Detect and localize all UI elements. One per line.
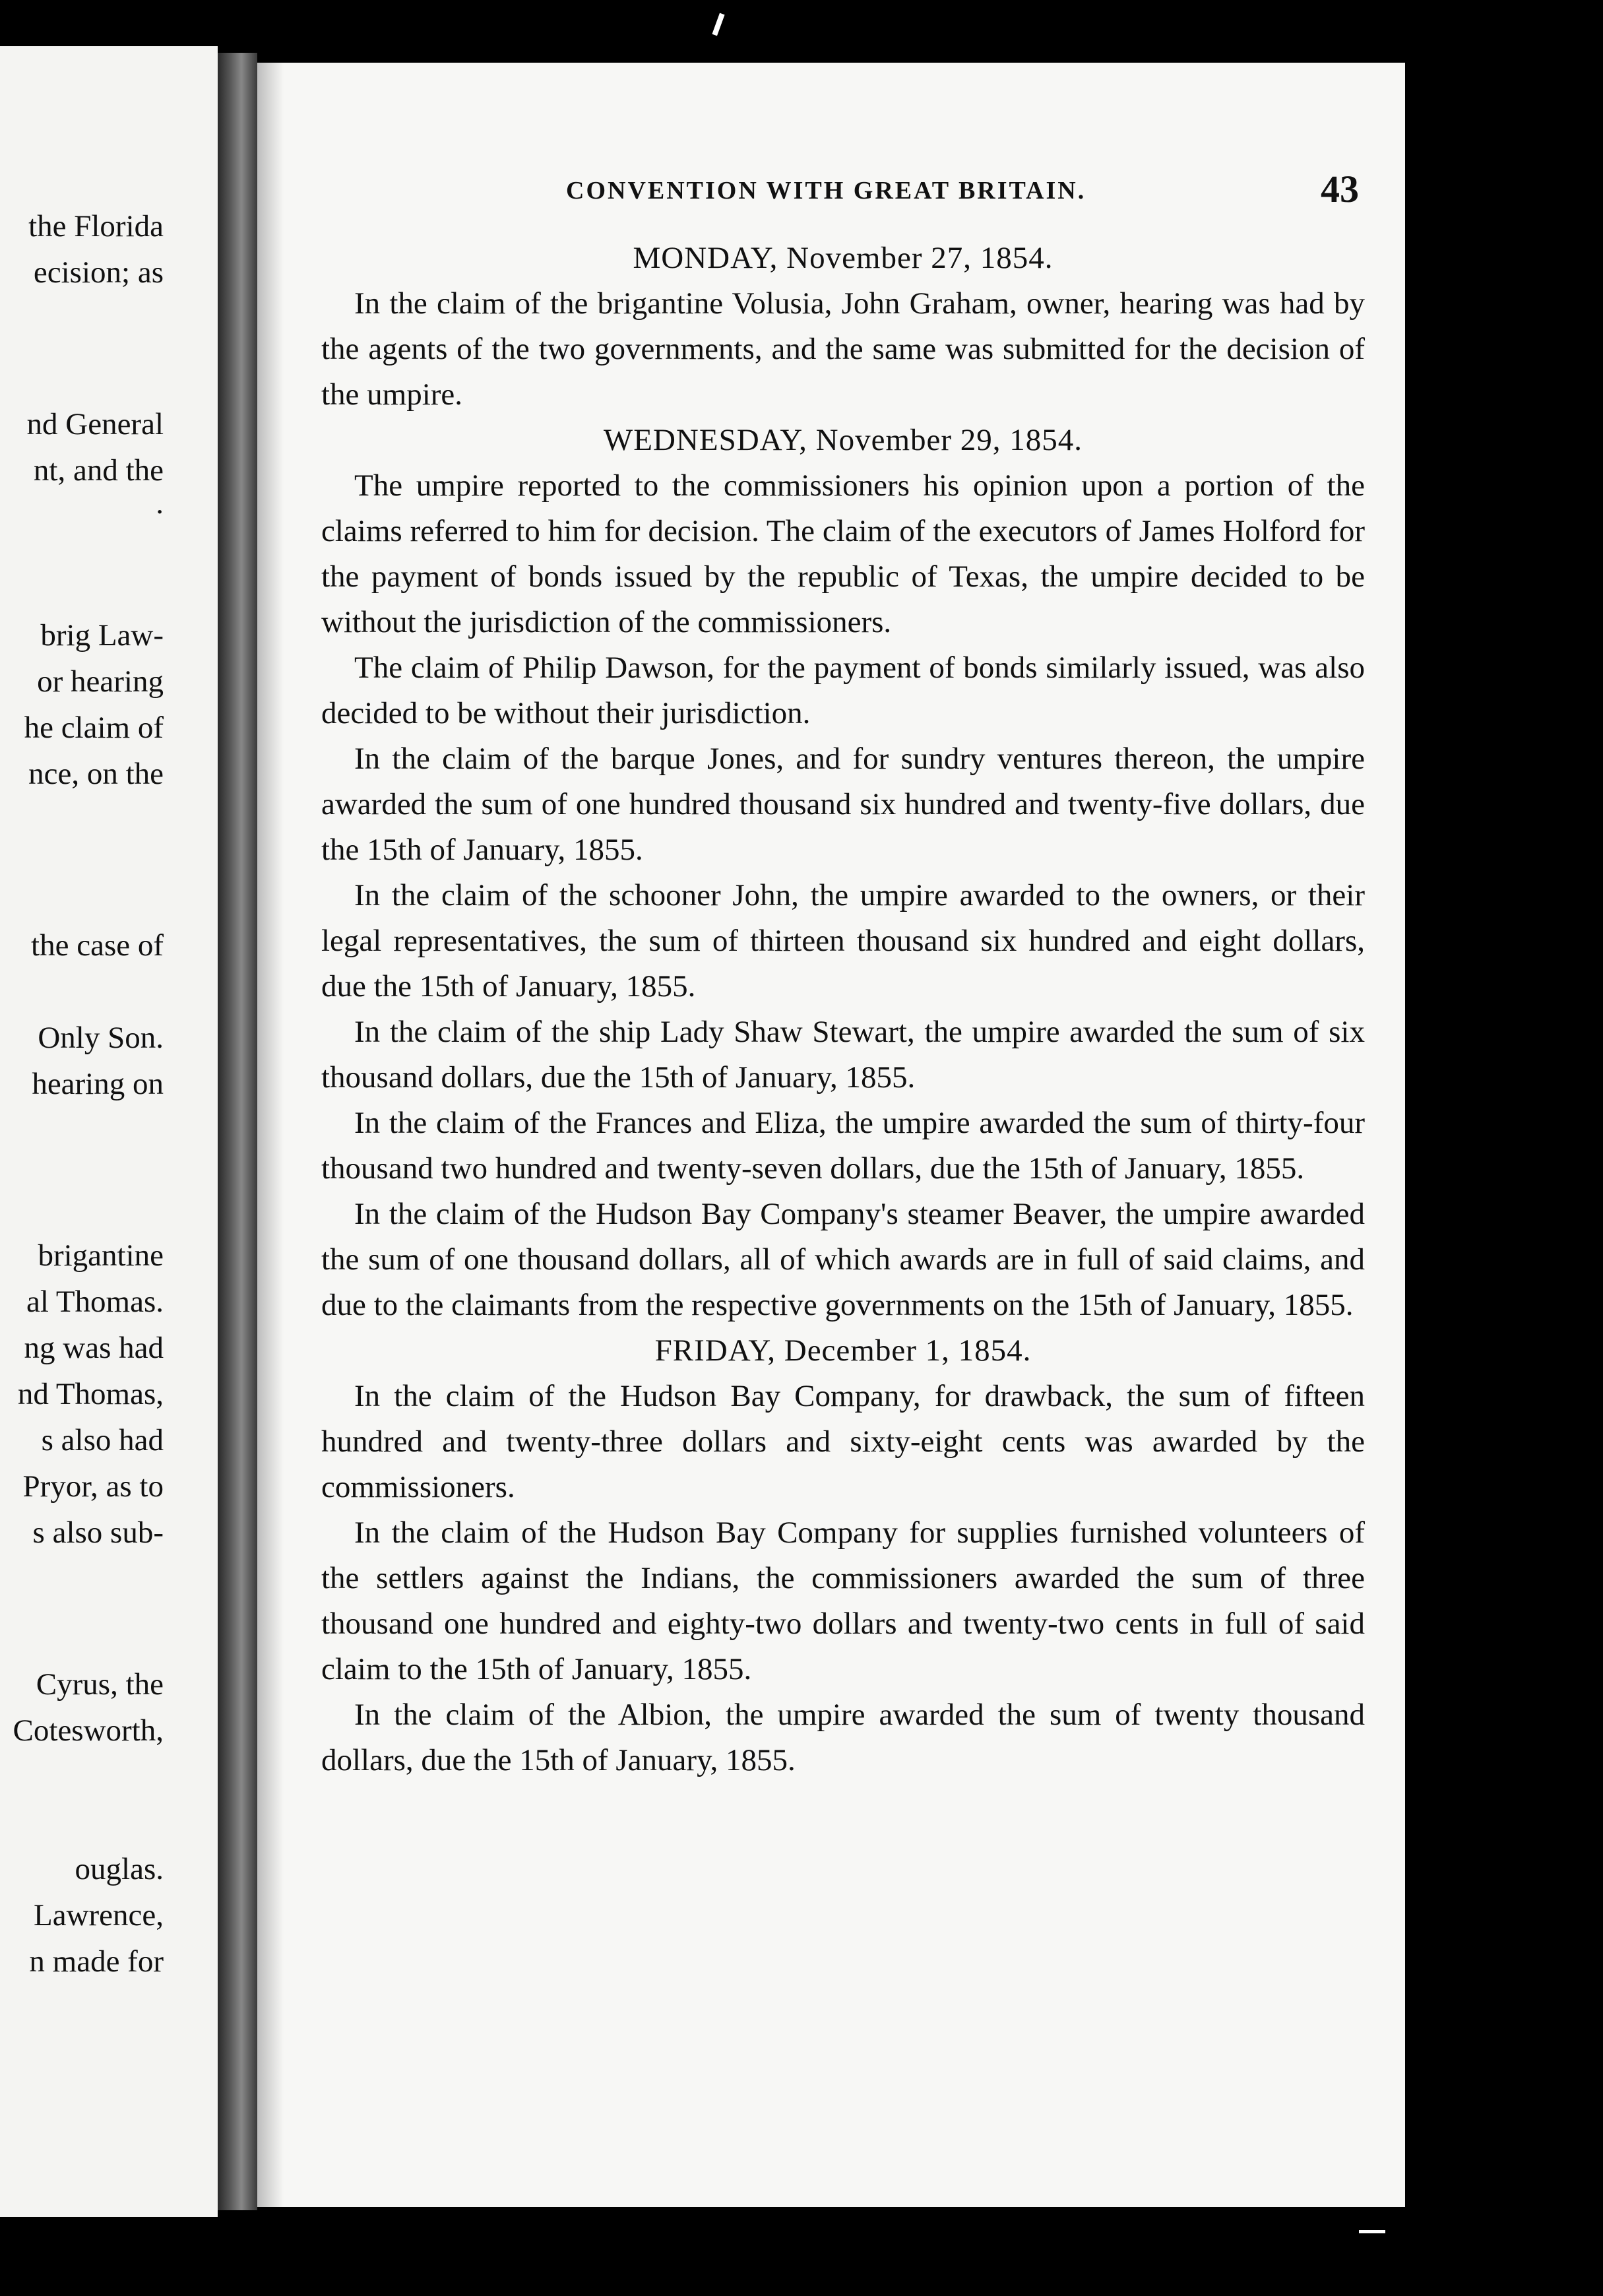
paragraph: In the claim of the schooner John, the umpire awarded to the owners, or their legal representatives, the sum of thirteen thousand six hundred and eight dollars, due the 15th of January, 1855.	[321, 878, 1365, 1004]
left-page-line: nd Thomas,	[17, 1377, 164, 1411]
paragraph: In the claim of the Hudson Bay Company, for drawback, the sum of fifteen hundred and twenty-three dollars and sixty-eight cents was awarded by the commissioners.	[321, 1379, 1365, 1504]
left-page-line: brigantine	[38, 1238, 164, 1273]
left-page-line: .	[156, 486, 164, 521]
left-page-line: nd General	[26, 407, 164, 441]
left-page-line: the case of	[31, 928, 164, 963]
scan-border	[1405, 63, 1603, 2207]
left-page-line: s also had	[41, 1423, 164, 1457]
left-page-line: Only Son.	[38, 1021, 164, 1055]
left-page-line: ng was had	[24, 1331, 164, 1365]
page-shadow	[257, 63, 284, 2207]
left-page-line: or hearing	[37, 664, 164, 699]
date-heading: FRIDAY, December 1, 1854.	[654, 1333, 1032, 1368]
left-page-line: Pryor, as to	[22, 1469, 164, 1504]
left-page-line: brig Law-	[40, 618, 164, 653]
left-page-line: ecision; as	[33, 255, 164, 290]
left-page-line: hearing on	[32, 1067, 164, 1101]
left-page-line: Lawrence,	[34, 1898, 164, 1932]
left-page-line: n made for	[29, 1944, 164, 1979]
paragraph: In the claim of the Hudson Bay Company for supplies furnished volunteers of the settlers against the Indians, the commissioners awarded the sum of three thousand one hundred and eighty-two dollars and twenty-two cents in full of said claim to the 15th of January, 1855.	[321, 1515, 1365, 1686]
paragraph: The claim of Philip Dawson, for the payment of bonds similarly issued, was also decided to be without their jurisdiction.	[321, 651, 1365, 730]
left-page-line: ouglas.	[75, 1852, 164, 1886]
book-gutter	[218, 53, 257, 2210]
left-page-line: the Florida	[28, 209, 164, 243]
right-page	[257, 63, 1405, 2207]
left-page-line: Cotesworth,	[13, 1713, 164, 1748]
left-page-line: al Thomas.	[26, 1285, 164, 1319]
left-page-line: Cyrus, the	[36, 1667, 164, 1702]
left-facing-page	[0, 46, 218, 2217]
paragraph: In the claim of the barque Jones, and for sundry ventures thereon, the umpire awarded the sum of one hundred thousand six hundred and twenty-five dollars, due the 15th of January, 1855.	[321, 742, 1365, 867]
paragraph: In the claim of the brigantine Volusia, John Graham, owner, hearing was had by the agents of the two governments, and the same was submitted for the decision of the umpire.	[321, 286, 1365, 412]
paragraph: In the claim of the Albion, the umpire awarded the sum of twenty thousand dollars, due the 15th of January, 1855.	[321, 1698, 1365, 1777]
scan-speck	[712, 13, 724, 36]
paragraph: The umpire reported to the commissioners his opinion upon a portion of the claims referred to him for decision. The claim of the executors of James Holford for the payment of bonds issued by the republic of Texas, the umpire decided to be without the jurisdiction of the commissioners.	[321, 468, 1365, 639]
left-page-line: nce, on the	[28, 757, 164, 791]
paragraph: In the claim of the Hudson Bay Company's steamer Beaver, the umpire awarded the sum of one thousand dollars, all of which awards are in full of said claims, and due to the claimants from the respective governments on the 15th of January, 1855.	[321, 1197, 1365, 1322]
running-head: CONVENTION WITH GREAT BRITAIN.	[566, 177, 1086, 205]
left-page-line: s also sub-	[32, 1515, 164, 1550]
page-number: 43	[1321, 168, 1359, 210]
page-text-block	[321, 236, 1365, 1783]
paragraph: In the claim of the Frances and Eliza, the umpire awarded the sum of thirty-four thousand two hundred and twenty-seven dollars, due the 15th of January, 1855.	[321, 1106, 1365, 1186]
date-heading: MONDAY, November 27, 1854.	[633, 241, 1053, 275]
left-page-line: nt, and the	[33, 453, 164, 488]
left-page-line: he claim of	[24, 711, 164, 745]
paragraph: In the claim of the ship Lady Shaw Stewart, the umpire awarded the sum of six thousand dollars, due the 15th of January, 1855.	[321, 1015, 1365, 1095]
scan-speck	[1359, 2230, 1385, 2233]
date-heading: WEDNESDAY, November 29, 1854.	[603, 423, 1083, 457]
